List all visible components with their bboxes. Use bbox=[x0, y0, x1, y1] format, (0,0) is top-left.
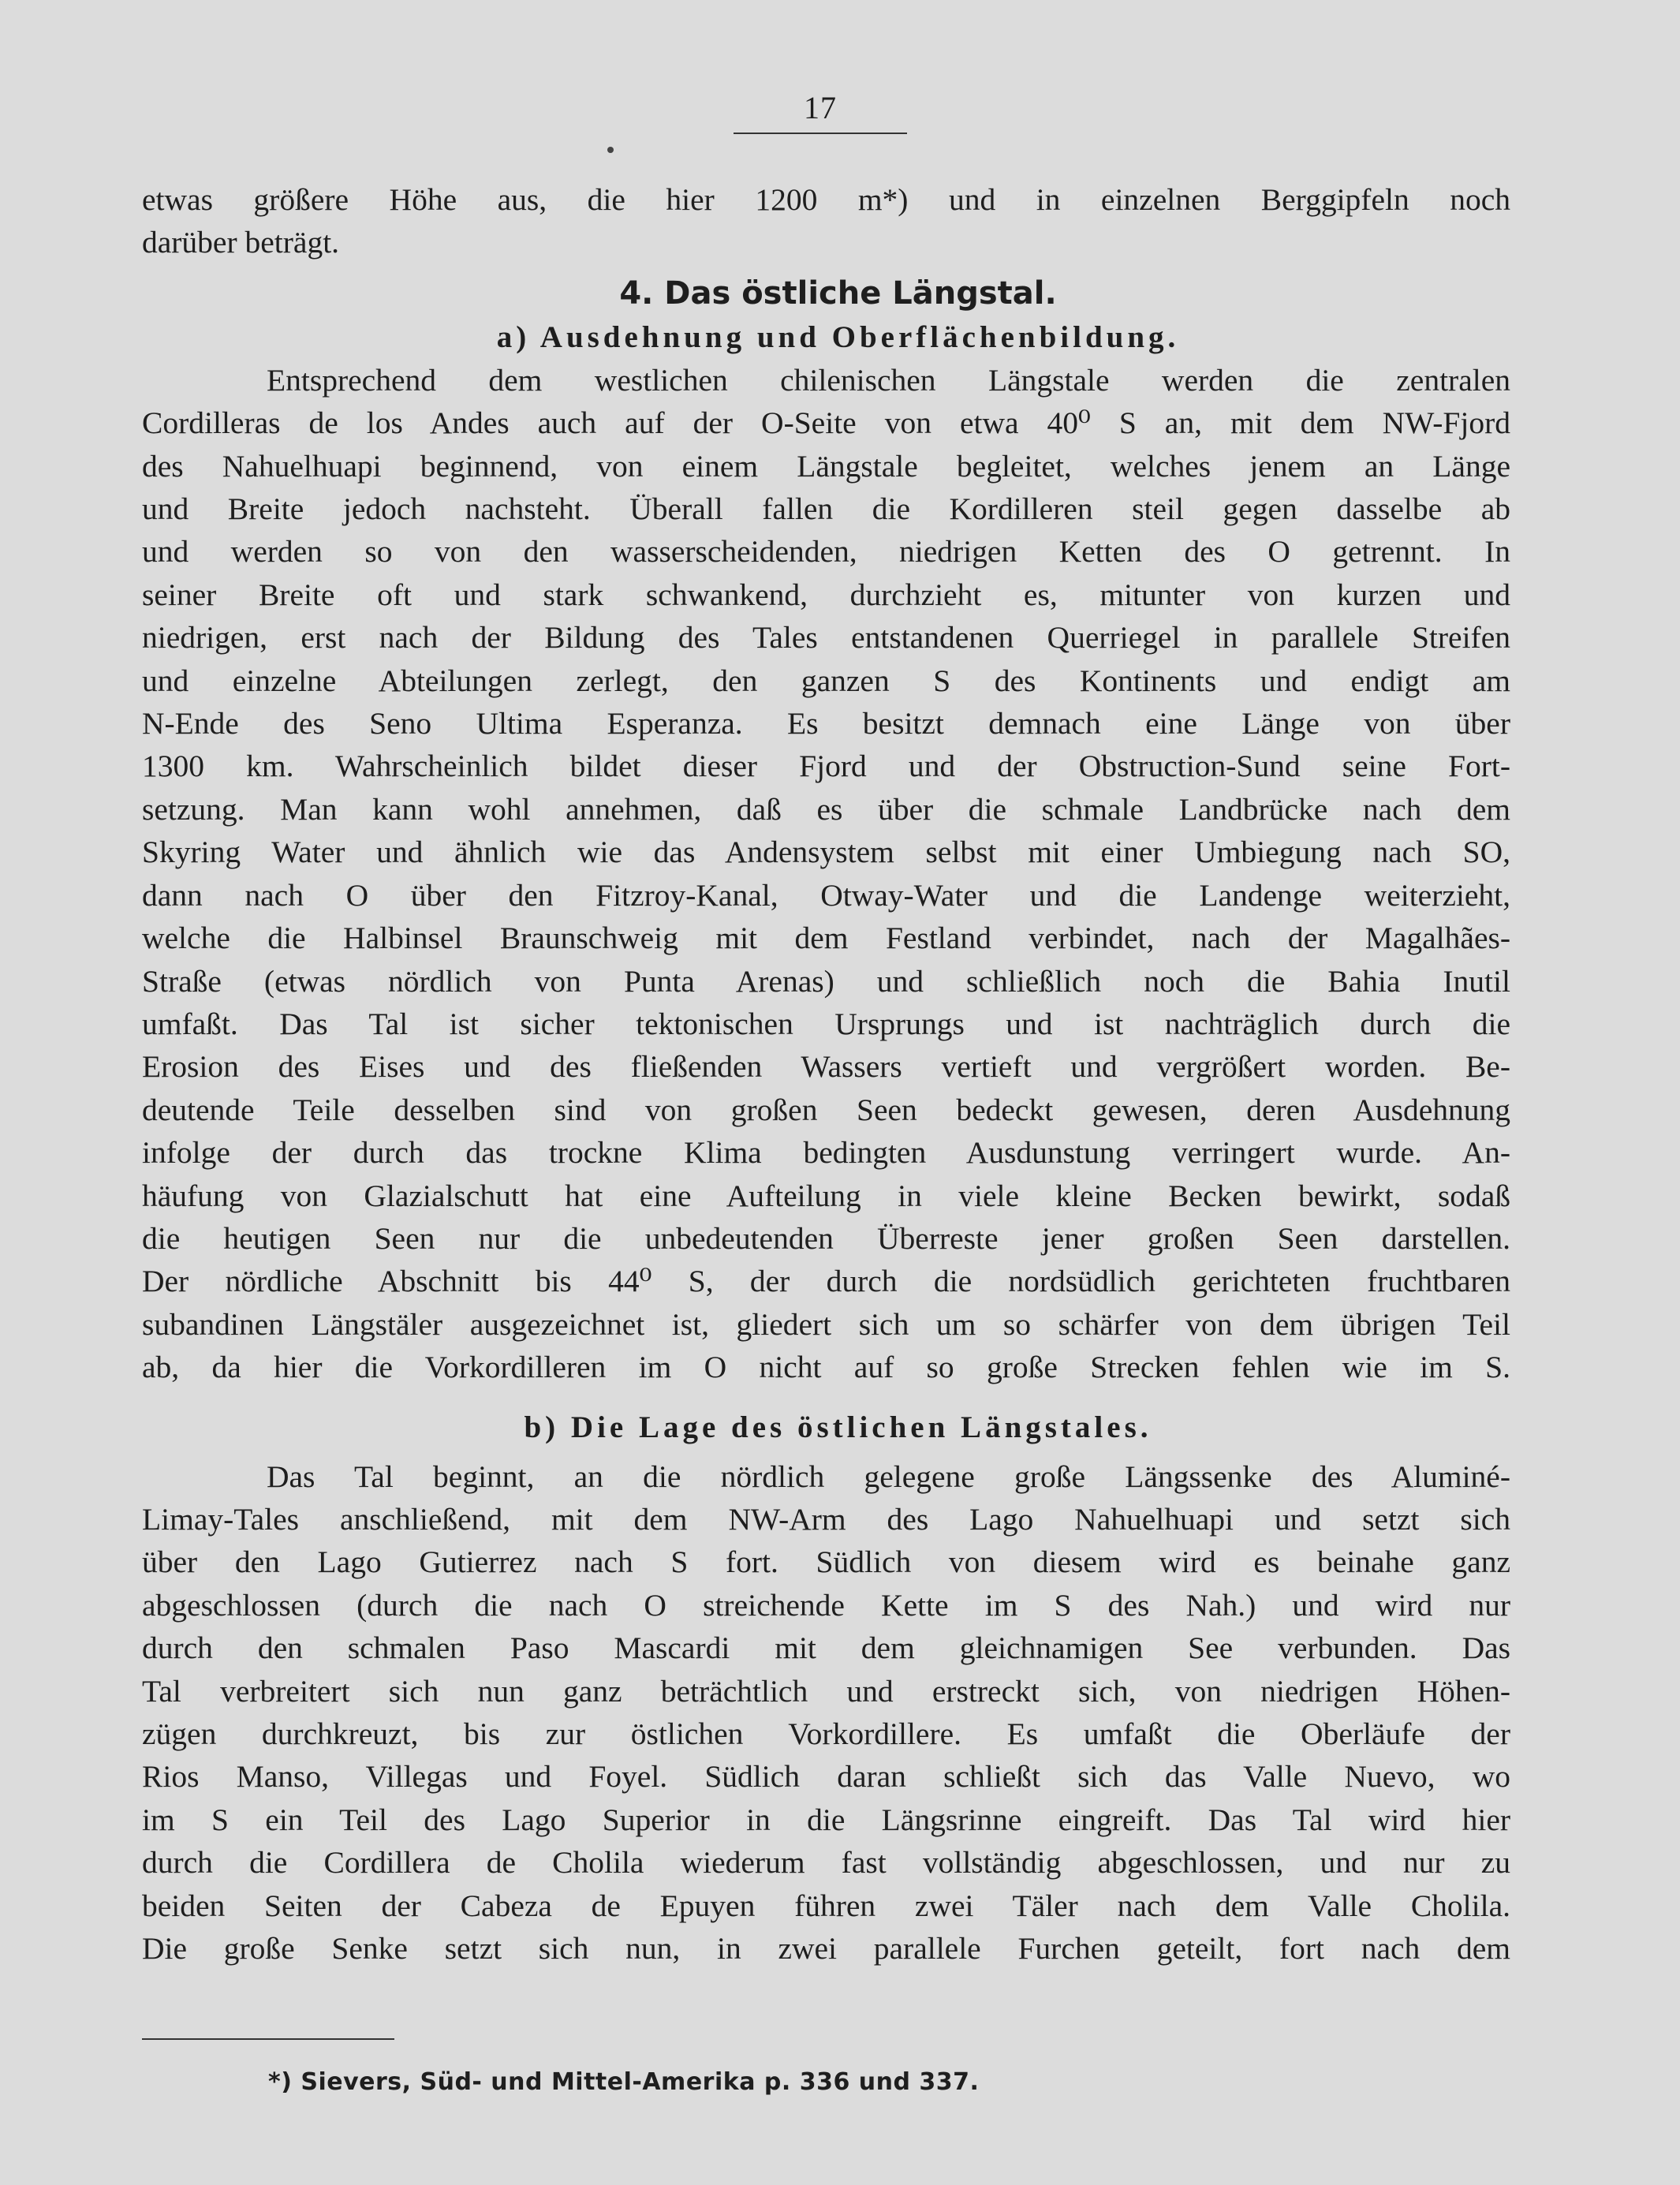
text-line: die heutigen Seen nur die unbedeutenden Überreste jener großen Seen darstellen. bbox=[142, 1220, 1510, 1256]
text-line: Limay-Tales anschließend, mit dem NW-Arm des Lago Nahuelhuapi und setzt sich bbox=[142, 1501, 1510, 1537]
text-line: Die große Senke setzt sich nun, in zwei parallele Furchen geteilt, fort nach dem bbox=[142, 1931, 1510, 1966]
text-line: im S ein Teil des Lago Superior in die Längsrinne eingreift. Das Tal wird hier bbox=[142, 1802, 1510, 1837]
text-line: infolge der durch das trockne Klima bedingten Ausdunstung verringert wurde. An- bbox=[142, 1135, 1510, 1171]
paragraph-a bbox=[142, 359, 1510, 1389]
page-number: 17 bbox=[804, 90, 837, 125]
text-line: und einzelne Abteilungen zerlegt, den ganzen S des Kontinents und endigt am bbox=[142, 663, 1510, 698]
text-line: Skyring Water und ähnlich wie das Andensystem selbst mit einer Umbiegung nach SO, bbox=[142, 835, 1510, 870]
text-line: subandinen Längstäler ausgezeichnet ist, gliedert sich um so schärfer von dem übrigen Teil bbox=[142, 1306, 1510, 1342]
print-speck bbox=[607, 147, 614, 153]
text-line: deutende Teile desselben sind von großen Seen bedeckt gewesen, deren Ausdehnung bbox=[142, 1092, 1510, 1127]
text-line: des Nahuelhuapi beginnend, von einem Längstale begleitet, welches jenem an Länge bbox=[142, 448, 1510, 484]
text-line: seiner Breite oft und stark schwankend, durchzieht es, mitunter von kurzen und bbox=[142, 577, 1510, 612]
text-line: welche die Halbinsel Braunschweig mit dem Festland verbindet, nach der Magalhães- bbox=[142, 921, 1510, 956]
footnote: *) Sievers, Süd- und Mittel-Amerika p. 336 und 337. bbox=[268, 2068, 980, 2096]
text-line: Straße (etwas nördlich von Punta Arenas) und schließlich noch die Bahia Inutil bbox=[142, 963, 1510, 999]
text-line: durch den schmalen Paso Mascardi mit dem gleichnamigen See verbunden. Das bbox=[142, 1630, 1510, 1666]
text-line: 1300 km. Wahrscheinlich bildet dieser Fjord und der Obstruction-Sund seine Fort- bbox=[142, 749, 1510, 784]
text-line: darüber beträgt. bbox=[142, 225, 340, 260]
body-text bbox=[142, 178, 1510, 1970]
text-line: beiden Seiten der Cabeza de Epuyen führen zwei Täler nach dem Valle Cholila. bbox=[142, 1888, 1510, 1923]
text-line: abgeschlossen (durch die nach O streichende Kette im S des Nah.) und wird nur bbox=[142, 1587, 1510, 1623]
text-line: Der nördliche Abschnitt bis 44⁰ S, der durch die nordsüdlich gerichteten fruchtbaren bbox=[142, 1264, 1510, 1299]
text-line: und werden so von den wasserscheidenden, niedrigen Ketten des O getrennt. In bbox=[142, 534, 1510, 570]
text-line: durch die Cordillera de Cholila wiederum fast vollständig abgeschlossen, und nur zu bbox=[142, 1845, 1510, 1881]
text-line: Cordilleras de los Andes auch auf der O-Seite von etwa 40⁰ S an, mit dem NW-Fjord bbox=[142, 405, 1510, 441]
text-line: Erosion des Eises und des fließenden Wassers vertieft und vergrößert worden. Be- bbox=[142, 1049, 1510, 1085]
text-line: und Breite jedoch nachsteht. Überall fallen die Kordilleren steil gegen dasselbe ab bbox=[142, 491, 1510, 527]
text-line: Rios Manso, Villegas und Foyel. Südlich daran schließt sich das Valle Nuevo, wo bbox=[142, 1759, 1510, 1795]
subsection-b-title: b) Die Lage des östlichen Längstales. bbox=[524, 1410, 1152, 1444]
text-line: setzung. Man kann wohl annehmen, daß es über die schmale Landbrücke nach dem bbox=[142, 791, 1510, 827]
text-line: dann nach O über den Fitzroy-Kanal, Otway-Water und die Landenge weiterzieht, bbox=[142, 877, 1510, 913]
subsection-a-title: a) Ausdehnung und Oberflächenbildung. bbox=[496, 319, 1180, 354]
text-line: häufung von Glazialschutt hat eine Aufteilung in viele kleine Becken bewirkt, sodaß bbox=[142, 1178, 1510, 1213]
text-line: Tal verbreitert sich nun ganz beträchtlich und erstreckt sich, von niedrigen Höhen- bbox=[142, 1673, 1510, 1709]
text-line: ab, da hier die Vorkordilleren im O nicht auf so große Strecken fehlen wie im S. bbox=[142, 1350, 1510, 1385]
text-line: etwas größere Höhe aus, die hier 1200 m*) und in einzelnen Berggipfeln noch bbox=[142, 182, 1510, 217]
text-line: umfaßt. Das Tal ist sicher tektonischen Ursprungs und ist nachträglich durch die bbox=[142, 1006, 1510, 1041]
text-line: zügen durchkreuzt, bis zur östlichen Vorkordillere. Es umfaßt die Oberläufe der bbox=[142, 1716, 1510, 1751]
text-line: Das Tal beginnt, an die nördlich gelegene große Längssenke des Aluminé- bbox=[267, 1459, 1510, 1494]
text-line: über den Lago Gutierrez nach S fort. Südlich von diesem wird es beinahe ganz bbox=[142, 1544, 1510, 1580]
intro-paragraph bbox=[142, 178, 1510, 264]
page-number-rule bbox=[734, 133, 907, 134]
footnote-rule bbox=[142, 2038, 394, 2040]
page-header bbox=[734, 88, 907, 134]
section-title: 4. Das östliche Längstal. bbox=[619, 275, 1057, 312]
paragraph-b bbox=[142, 1455, 1510, 1970]
text-line: Entsprechend dem westlichen chilenischen Längstale werden die zentralen bbox=[267, 362, 1510, 398]
text-line: niedrigen, erst nach der Bildung des Tales entstandenen Querriegel in parallele Streifen bbox=[142, 620, 1510, 656]
text-line: N-Ende des Seno Ultima Esperanza. Es besitzt demnach eine Länge von über bbox=[142, 706, 1510, 741]
